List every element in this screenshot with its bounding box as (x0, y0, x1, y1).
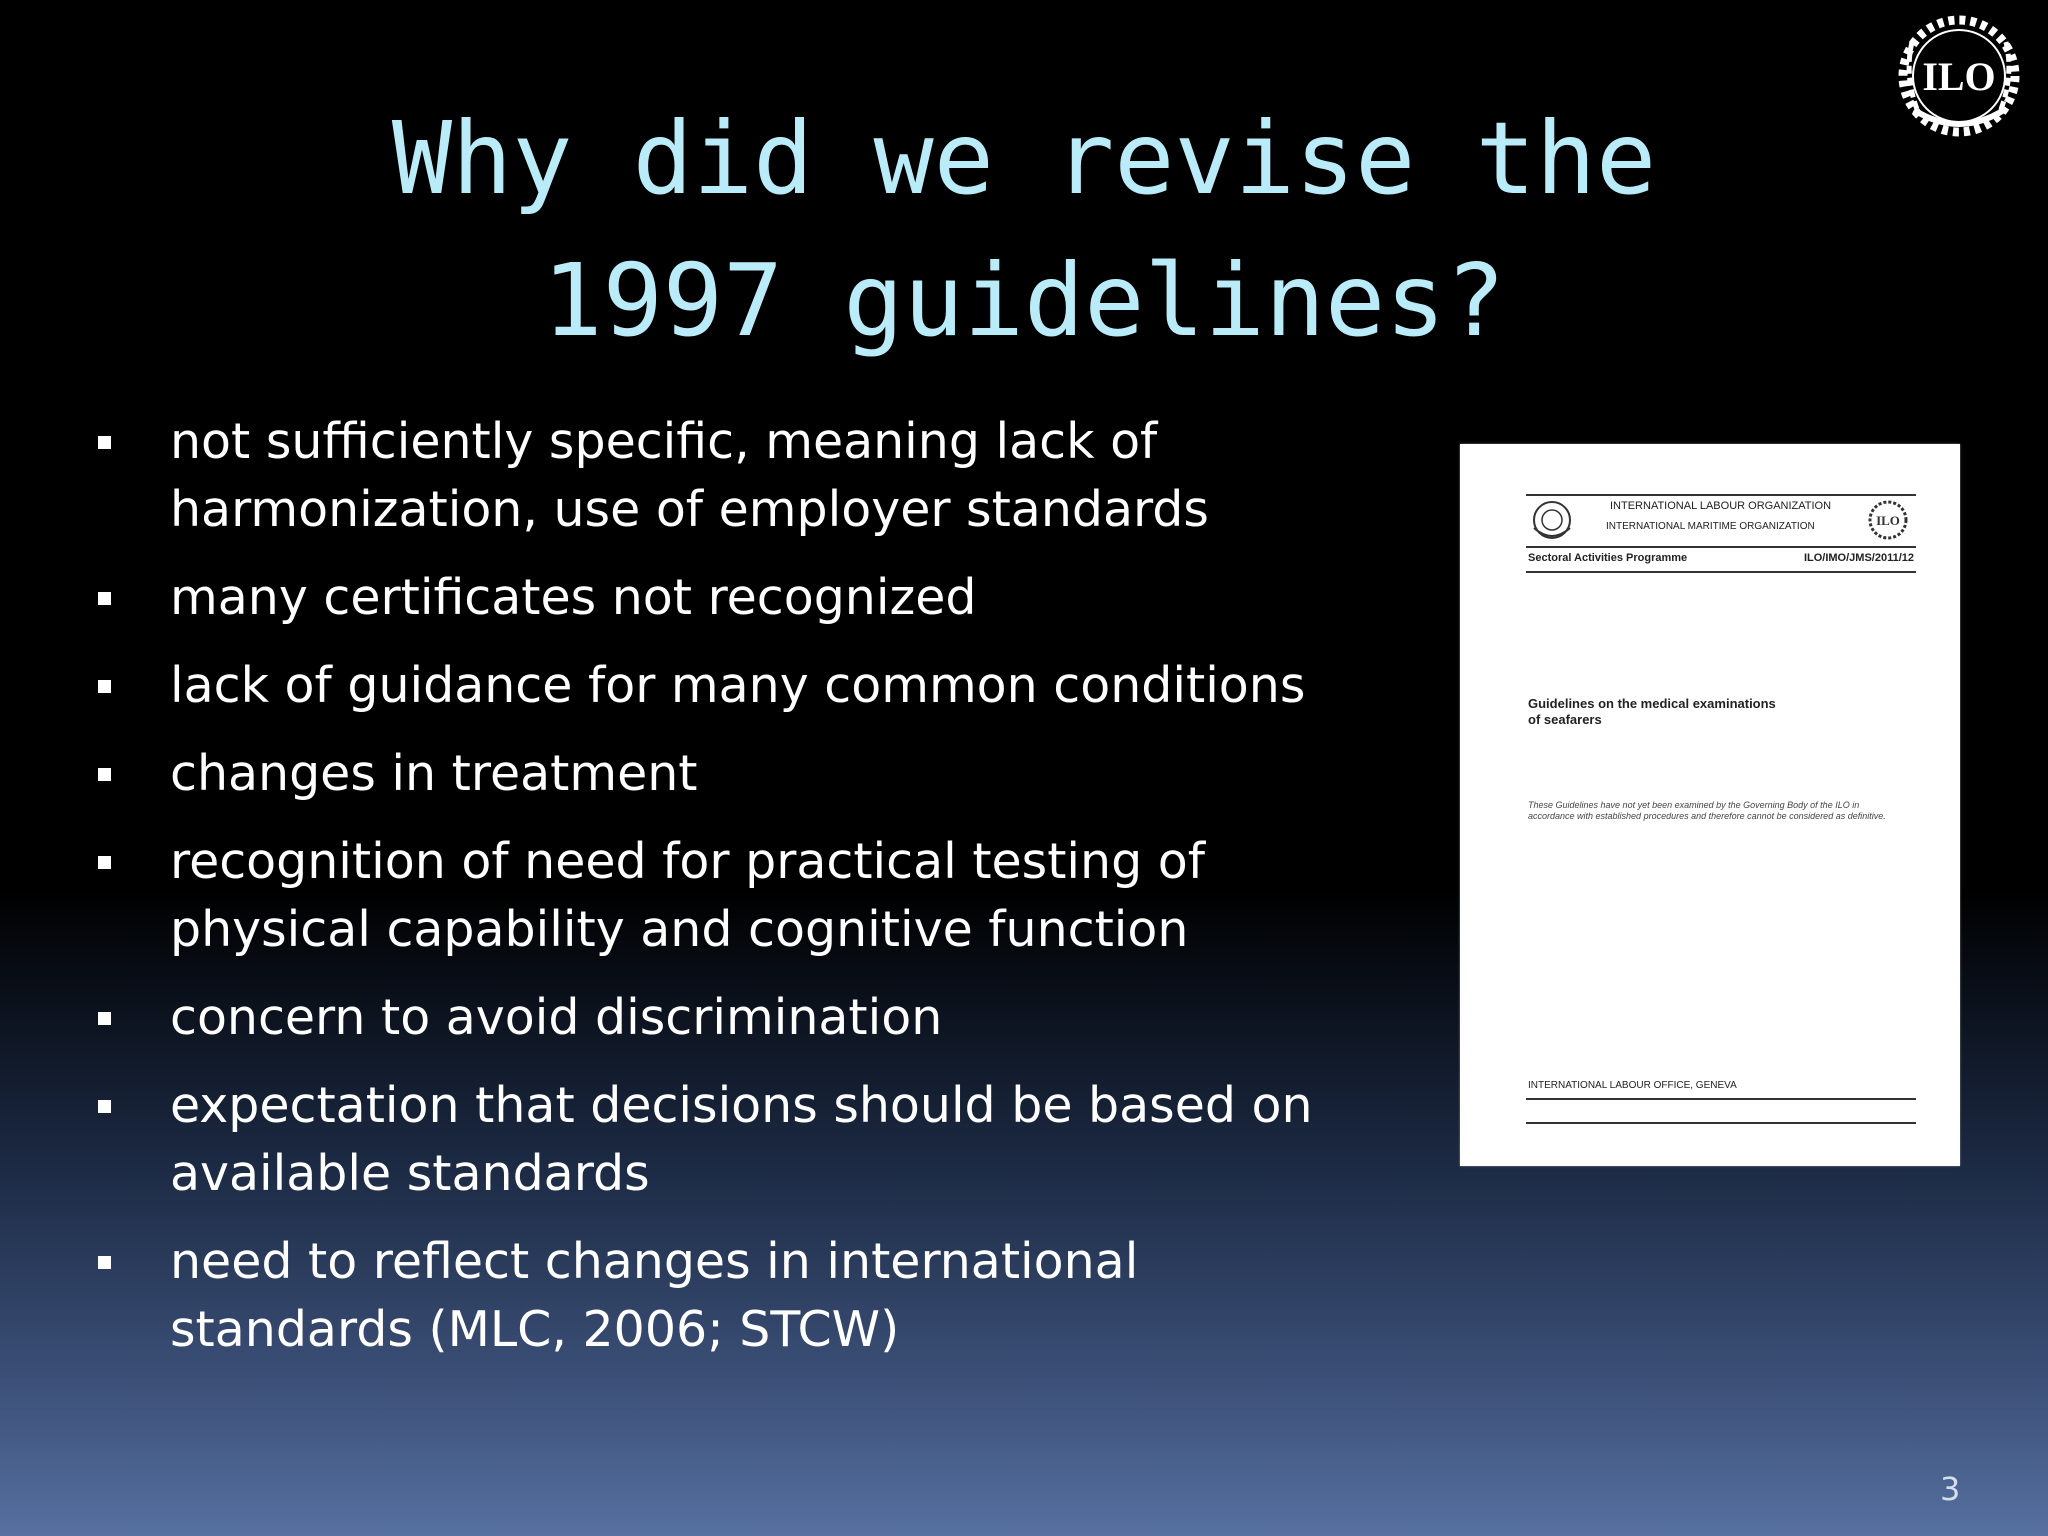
page-number: 3 (1940, 1470, 1961, 1508)
list-item (92, 1228, 1382, 1364)
bullet-square-icon (98, 768, 111, 781)
title-line-2: 1997 guidelines? (542, 242, 1506, 359)
bullet-text: need to reflect changes in international standards (MLC, 2006; STCW) (170, 1233, 1139, 1358)
title-line-1: Why did we revise the (391, 100, 1657, 217)
ilo-small-emblem-icon (1864, 498, 1912, 542)
doc-office: INTERNATIONAL LABOUR OFFICE, GENEVA (1528, 1080, 1737, 1091)
bullet-square-icon (98, 1012, 111, 1025)
bullet-text: not sufficiently specific, meaning lack of harmonization, use of employer standards (170, 413, 1209, 538)
list-item (92, 1072, 1382, 1208)
bullet-text: changes in treatment (170, 745, 698, 802)
doc-code: ILO/IMO/JMS/2011/12 (1803, 552, 1914, 564)
doc-title: Guidelines on the medical examinations of seafarers (1528, 696, 1776, 727)
bullet-text: concern to avoid discrimination (170, 989, 943, 1046)
ilo-logo-icon (1884, 14, 2034, 138)
doc-org-line-1: INTERNATIONAL LABOUR ORGANIZATION (1610, 500, 1832, 512)
guidelines-document-image (1460, 444, 1960, 1166)
list-item (92, 564, 1382, 632)
list-item (92, 740, 1382, 808)
doc-note: These Guidelines have not yet been examined by the Governing Body of the ILO in accordance with established procedures and therefore cannot be considered as definitive. (1528, 800, 1886, 821)
doc-rule-top (1526, 494, 1916, 496)
list-item (92, 828, 1382, 964)
doc-rule-bottom-1 (1526, 1098, 1916, 1100)
bullet-square-icon (98, 680, 111, 693)
list-item (92, 984, 1382, 1052)
doc-rule-mid (1526, 546, 1916, 548)
bullet-text: many certificates not recognized (170, 569, 977, 626)
list-item (92, 408, 1382, 544)
doc-org-line-2: INTERNATIONAL MARITIME ORGANIZATION (1606, 521, 1815, 532)
slide-title (0, 88, 2048, 372)
list-item (92, 652, 1382, 720)
doc-rule-under-header (1526, 571, 1916, 573)
un-emblem-icon (1528, 498, 1576, 542)
bullet-list (92, 408, 1382, 1384)
bullet-text: expectation that decisions should be based on available standards (170, 1077, 1313, 1202)
bullet-square-icon (98, 1256, 111, 1269)
bullet-square-icon (98, 436, 111, 449)
doc-programme: Sectoral Activities Programme (1528, 552, 1688, 564)
bullet-square-icon (98, 592, 111, 605)
svg-text:ILO: ILO (1876, 513, 1900, 528)
bullet-square-icon (98, 1100, 111, 1113)
bullet-square-icon (98, 856, 111, 869)
svg-text:ILO: ILO (1922, 54, 1996, 99)
bullet-text: recognition of need for practical testing of physical capability and cognitive function (170, 833, 1206, 958)
bullet-text: lack of guidance for many common conditions (170, 657, 1306, 714)
doc-rule-bottom-2 (1526, 1122, 1916, 1124)
